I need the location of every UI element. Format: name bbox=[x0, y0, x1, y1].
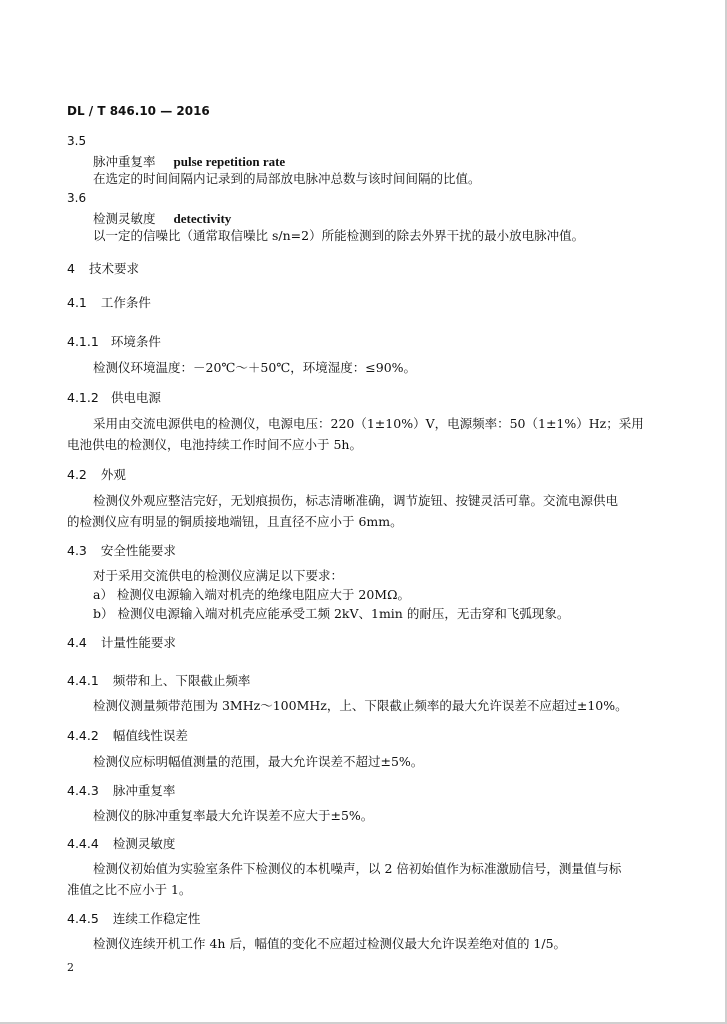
standard-number: DL / T 846.10 — 2016 bbox=[67, 104, 210, 118]
subsection-number: 4.4.2 bbox=[67, 728, 99, 743]
term-definition: 在选定的时间间隔内记录到的局部放电脉冲总数与该时间间隔的比值。 bbox=[93, 171, 481, 186]
paragraph: 对于采用交流供电的检测仪应满足以下要求： bbox=[93, 568, 344, 583]
term-chinese: 检测灵敏度 bbox=[93, 211, 156, 226]
term-english: pulse repetition rate bbox=[173, 154, 286, 169]
section-title: 安全性能要求 bbox=[100, 543, 176, 558]
list-item-b: b） 检测仪电源输入端对机壳应能承受工频 2kV、1min 的耐压，无击穿和飞弧现象。 bbox=[93, 606, 570, 621]
paragraph-line: 检测仪外观应整洁完好，无划痕损伤，标志清晰准确，调节旋钮、按键灵活可靠。交流电源供电 bbox=[93, 493, 619, 508]
paragraph-line: 电池供电的检测仪，电池持续工作时间不应小于 5h。 bbox=[67, 437, 362, 452]
subsection-heading bbox=[67, 781, 175, 799]
subsection-number: 4.1.2 bbox=[67, 390, 99, 405]
subsection-title: 幅值线性误差 bbox=[112, 728, 188, 743]
clause-number: 3.6 bbox=[67, 191, 87, 205]
subsection-number: 4.4.3 bbox=[67, 783, 99, 798]
term-chinese: 脉冲重复率 bbox=[93, 154, 156, 169]
subsection-number: 4.4.5 bbox=[67, 911, 99, 926]
subsection-number: 4.4.4 bbox=[67, 836, 99, 851]
subsection-heading bbox=[67, 388, 161, 406]
subsection-title: 环境条件 bbox=[110, 334, 161, 349]
subsection-heading bbox=[67, 332, 161, 350]
subsection-title: 频带和上、下限截止频率 bbox=[112, 673, 251, 688]
paragraph: 检测仪的脉冲重复率最大允许误差不应大于±5%。 bbox=[93, 808, 374, 823]
paragraph-line: 的检测仪应有明显的铜质接地端钮，且直径不应小于 6mm。 bbox=[67, 514, 403, 529]
clause-number: 3.5 bbox=[67, 134, 87, 148]
chapter-heading bbox=[67, 259, 139, 277]
chapter-title: 技术要求 bbox=[88, 261, 139, 276]
paragraph-line: 采用由交流电源供电的检测仪，电源电压：220（1±10%）V，电源频率：50（1±1%）Hz；采用 bbox=[93, 416, 644, 431]
chapter-number: 4 bbox=[67, 261, 75, 276]
subsection-title: 脉冲重复率 bbox=[112, 783, 176, 798]
page-number: 2 bbox=[67, 961, 74, 974]
paragraph: 检测仪环境温度：－20℃～＋50℃，环境湿度：≤90%。 bbox=[93, 360, 417, 375]
subsection-title: 连续工作稳定性 bbox=[112, 911, 201, 926]
paragraph-line: 检测仪初始值为实验室条件下检测仪的本机噪声，以 2 倍初始值作为标准激励信号，测量值与标 bbox=[93, 861, 622, 876]
section-heading bbox=[67, 465, 126, 483]
paragraph-line: 准值之比不应小于 1。 bbox=[67, 882, 192, 897]
paragraph: 检测仪连续开机工作 4h 后，幅值的变化不应超过检测仪最大允许误差绝对值的 1/5。 bbox=[93, 936, 567, 951]
subsection-heading bbox=[67, 909, 200, 927]
subsection-heading bbox=[67, 726, 188, 744]
section-title: 外观 bbox=[100, 467, 126, 482]
subsection-number: 4.4.1 bbox=[67, 673, 99, 688]
subsection-title: 供电电源 bbox=[110, 390, 161, 405]
section-number: 4.2 bbox=[67, 467, 87, 482]
subsection-title: 检测灵敏度 bbox=[112, 836, 176, 851]
paragraph: 检测仪测量频带范围为 3MHz～100MHz，上、下限截止频率的最大允许误差不应超过±10%。 bbox=[93, 698, 628, 713]
section-title: 计量性能要求 bbox=[100, 635, 176, 650]
section-heading bbox=[67, 541, 176, 559]
subsection-heading bbox=[67, 671, 250, 689]
section-heading bbox=[67, 633, 176, 651]
term-english: detectivity bbox=[173, 211, 232, 226]
subsection-heading bbox=[67, 834, 175, 852]
term-definition: 以一定的信噪比（通常取信噪比 s/n=2）所能检测到的除去外界干扰的最小放电脉冲值。 bbox=[93, 228, 585, 243]
section-number: 4.3 bbox=[67, 543, 87, 558]
section-title: 工作条件 bbox=[100, 295, 151, 310]
subsection-number: 4.1.1 bbox=[67, 334, 99, 349]
list-item-a: a） 检测仪电源输入端对机壳的绝缘电阻应大于 20MΩ。 bbox=[93, 587, 410, 602]
section-heading bbox=[67, 293, 151, 311]
section-number: 4.1 bbox=[67, 295, 87, 310]
section-number: 4.4 bbox=[67, 635, 87, 650]
paragraph: 检测仪应标明幅值测量的范围，最大允许误差不超过±5%。 bbox=[93, 754, 424, 769]
